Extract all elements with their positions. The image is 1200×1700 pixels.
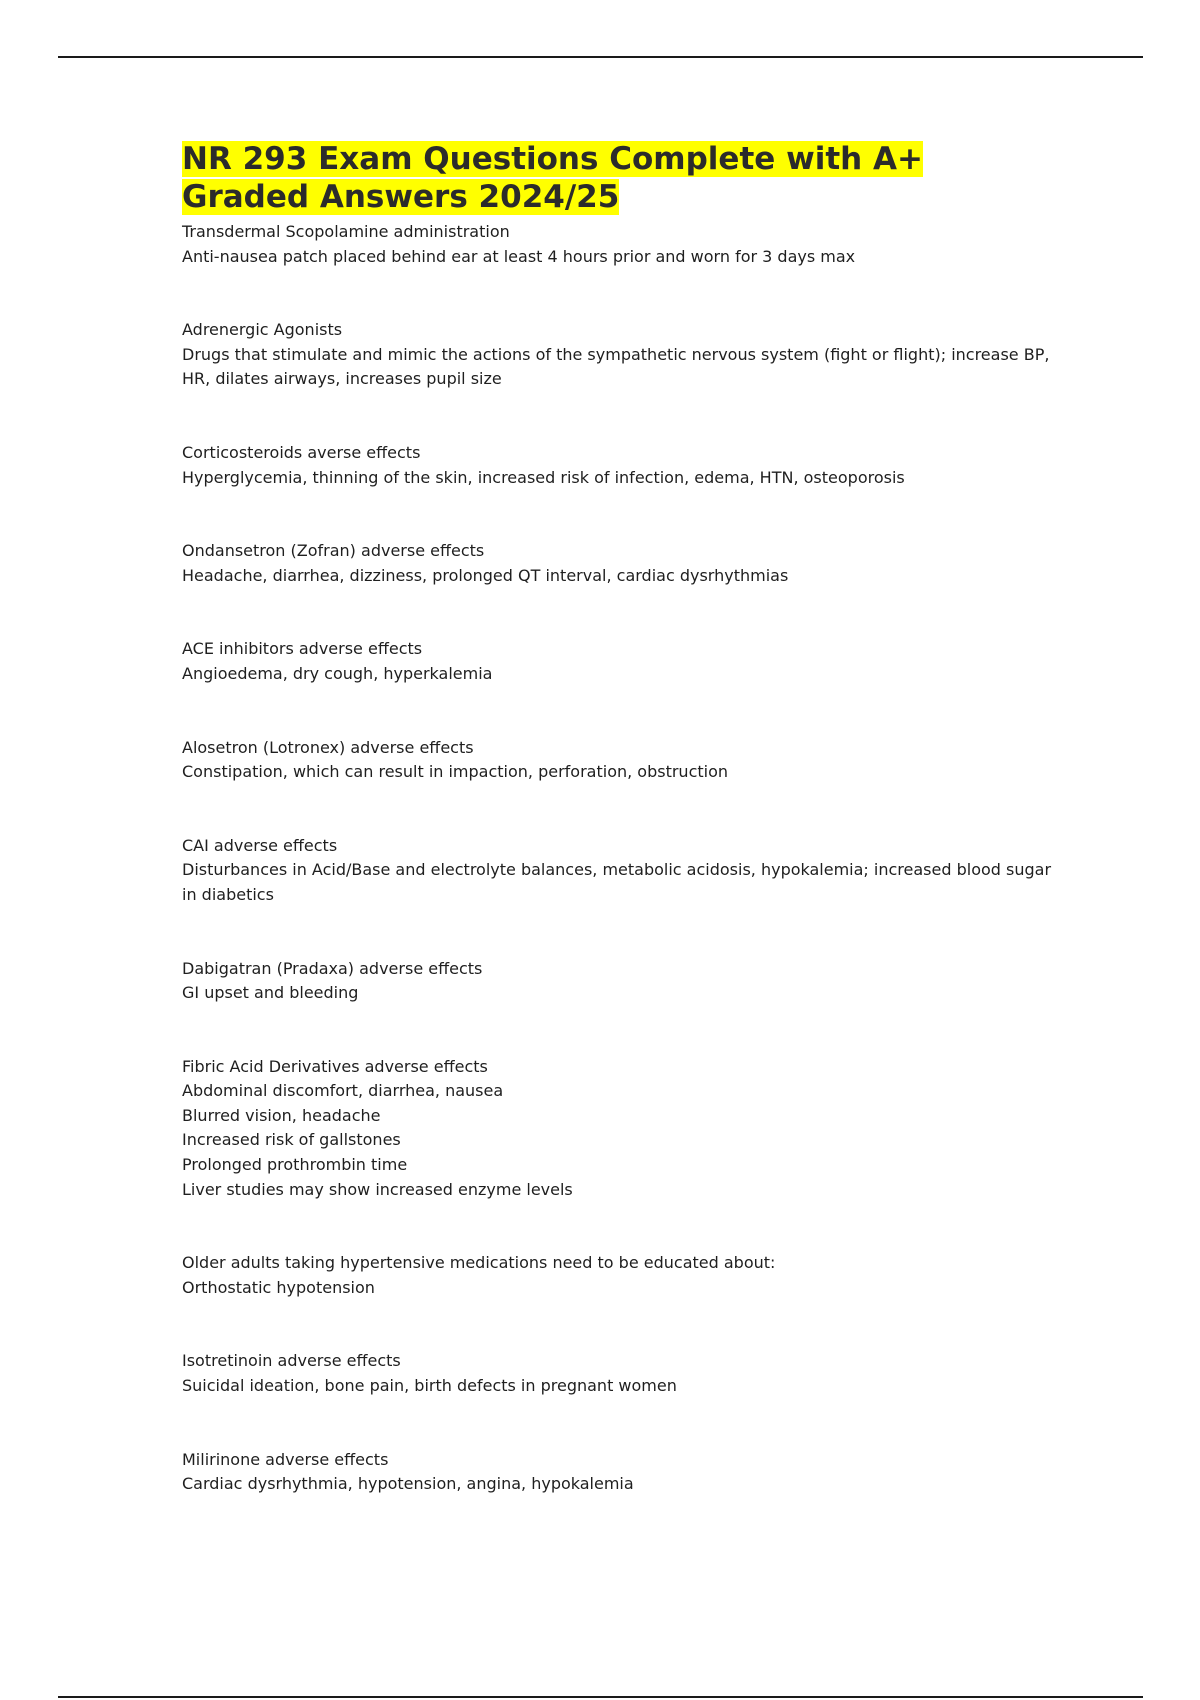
qa-answer-line: Headache, diarrhea, dizziness, prolonged QT interval, cardiac dysrhythmias bbox=[182, 565, 789, 585]
qa-question: Transdermal Scopolamine administration bbox=[182, 222, 510, 241]
qa-answer-line: Prolonged prothrombin time bbox=[182, 1155, 408, 1175]
qa-item bbox=[182, 1349, 1062, 1398]
qa-question: Dabigatran (Pradaxa) adverse effects bbox=[182, 958, 483, 978]
qa-item bbox=[182, 1251, 1062, 1300]
qa-answer-line: GI upset and bleeding bbox=[182, 983, 359, 1003]
qa-item bbox=[182, 441, 1062, 490]
qa-answer-line: Orthostatic hypotension bbox=[182, 1277, 375, 1297]
title-line-1: NR 293 Exam Questions Complete with A+ bbox=[182, 141, 923, 177]
qa-answer-line: Cardiac dysrhythmia, hypotension, angina, hypokalemia bbox=[182, 1474, 634, 1494]
qa-question: Alosetron (Lotronex) adverse effects bbox=[182, 737, 474, 757]
qa-answer-line: Increased risk of gallstones bbox=[182, 1130, 401, 1150]
qa-answer-line: Anti-nausea patch placed behind ear at least 4 hours prior and worn for 3 days max bbox=[182, 246, 856, 266]
title-line-2: Graded Answers 2024/25 bbox=[182, 179, 620, 215]
qa-item bbox=[182, 318, 1062, 392]
document-title bbox=[182, 140, 1062, 216]
qa-question: ACE inhibitors adverse effects bbox=[182, 639, 423, 659]
qa-answer-line: Hyperglycemia, thinning of the skin, increased risk of infection, edema, HTN, osteoporosis bbox=[182, 467, 905, 487]
qa-item bbox=[182, 539, 1062, 588]
qa-answer-line: Liver studies may show increased enzyme levels bbox=[182, 1179, 573, 1199]
qa-question: Ondansetron (Zofran) adverse effects bbox=[182, 541, 485, 561]
qa-item bbox=[182, 1448, 1062, 1497]
qa-question: Adrenergic Agonists bbox=[182, 320, 343, 340]
qa-question: Isotretinoin adverse effects bbox=[182, 1351, 401, 1371]
qa-item bbox=[182, 637, 1062, 686]
header-rule bbox=[58, 56, 1143, 58]
qa-answer-line: Blurred vision, headache bbox=[182, 1105, 381, 1125]
qa-answer-line: Abdominal discomfort, diarrhea, nausea bbox=[182, 1081, 504, 1101]
qa-item bbox=[182, 834, 1062, 908]
qa-item bbox=[182, 957, 1062, 1006]
qa-question: CAI adverse effects bbox=[182, 835, 338, 855]
footer-rule bbox=[58, 1696, 1143, 1698]
qa-answer-line: Angioedema, dry cough, hyperkalemia bbox=[182, 663, 493, 683]
qa-question: Fibric Acid Derivatives adverse effects bbox=[182, 1056, 488, 1076]
qa-answer-line: Suicidal ideation, bone pain, birth defects in pregnant women bbox=[182, 1376, 677, 1396]
qa-answer-line: Disturbances in Acid/Base and electrolyte balances, metabolic acidosis, hypokalemia; increased blood sugar in diabetics bbox=[182, 860, 1052, 904]
qa-item bbox=[182, 1055, 1062, 1203]
qa-answer-line: Constipation, which can result in impaction, perforation, obstruction bbox=[182, 762, 729, 782]
qa-item bbox=[182, 220, 1062, 269]
qa-question: Older adults taking hypertensive medications need to be educated about: bbox=[182, 1253, 776, 1273]
document-body bbox=[182, 140, 1062, 1497]
qa-item bbox=[182, 736, 1062, 785]
qa-answer-line: Drugs that stimulate and mimic the actions of the sympathetic nervous system (fight or flight); increase BP, HR, dilates airways, increases pupil size bbox=[182, 344, 1050, 389]
qa-question: Milirinone adverse effects bbox=[182, 1449, 389, 1469]
qa-question: Corticosteroids averse effects bbox=[182, 442, 421, 462]
